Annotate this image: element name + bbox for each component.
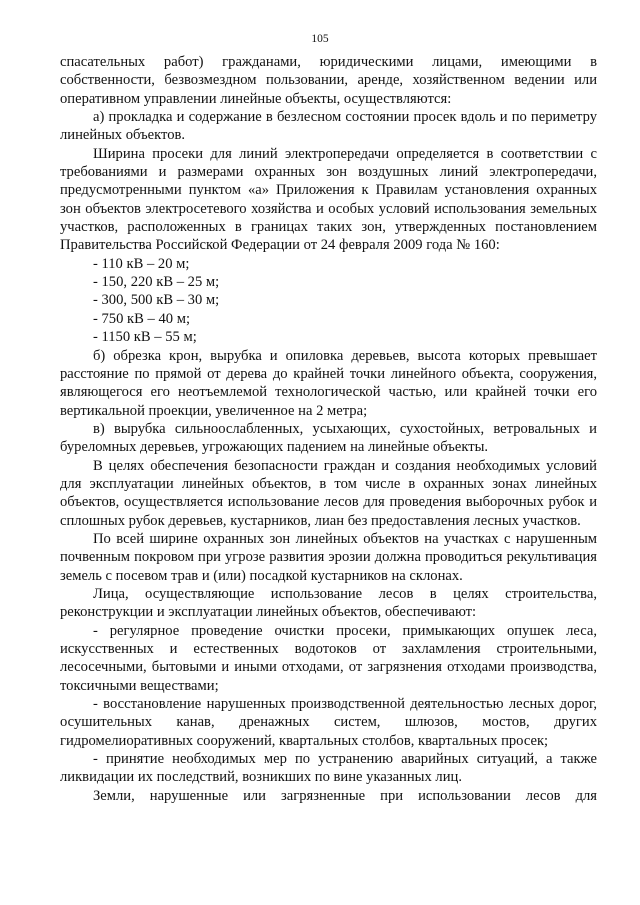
- paragraph-item-v: в) вырубка сильноослабленных, усыхающих, сухостойных, ветровальных и буреломных деревьев, угрожающих падением на линейные объекты.: [60, 420, 597, 456]
- obligation-restoration: - восстановление нарушенных производственной деятельностью лесных дорог, осушительных канав, дренажных систем, шлюзов, мостов, других гидромелиоративных сооружений, квартальных столбов, квартальных просек;: [60, 696, 597, 749]
- voltage-list-item: - 300, 500 кВ – 30 м;: [93, 292, 220, 309]
- paragraph-obligations: Лица, осуществляющие использование лесов в целях строительства, реконструкции и эксплуатации линейных объектов, обеспечивают:: [60, 585, 597, 621]
- page-number: 105: [311, 33, 329, 45]
- voltage-list-item: - 1150 кВ – 55 м;: [93, 329, 197, 346]
- voltage-list: [60, 255, 597, 347]
- paragraph-recultivation: По всей ширине охранных зон линейных объектов на участках с нарушенным почвенным покровом при угрозе развития эрозии должна проводиться рекультивация земель с посевом трав и (или) посадкой кустарников на склонах.: [60, 530, 597, 584]
- paragraph-item-b: б) обрезка крон, вырубка и опиловка деревьев, высота которых превышает расстояние по прямой от дерева до крайней точки линейного объекта, сооружения, являющегося его неотъемлемой технологической частью, или крайней точки его вертикальной проекции, увеличенное на 2 метра;: [60, 347, 597, 419]
- paragraph-lands: Земли, нарушенные или загрязненные при использовании лесов для: [93, 787, 597, 804]
- paragraph-intro: спасательных работ) гражданами, юридическими лицами, имеющими в собственности, безвозмездном пользовании, аренде, хозяйственном ведении или оперативном управлении линейные объекты, осуществляются:: [60, 54, 597, 107]
- obligation-cleaning: - регулярное проведение очистки просеки, примыкающих опушек леса, искусственных и естественных водотоков от захламления строительными, лесосечными, бытовыми и иными отходами, от загрязнения отходами производства, токсичными веществами;: [60, 622, 597, 694]
- voltage-list-item: - 750 кВ – 40 м;: [93, 310, 190, 327]
- voltage-list-item: - 150, 220 кВ – 25 м;: [93, 274, 220, 291]
- voltage-list-item: - 110 кВ – 20 м;: [93, 255, 190, 272]
- paragraph-safety: В целях обеспечения безопасности граждан и создания необходимых условий для эксплуатации линейных объектов, в том числе в охранных зонах линейных объектов, осуществляется использование лесов для проведения выборочных рубок и сплошных рубок деревьев, кустарников, лиан без предоставления лесных участков.: [60, 457, 597, 529]
- paragraph-clearing-width: Ширина просеки для линий электропередачи определяется в соответствии с требованиями и размерами охранных зон воздушных линий электропередачи, предусмотренными пунктом «а» Приложения к Правилам установления охранных зон объектов электросетевого хозяйства и особых условий использования земельных участков, расположенных в границах таких зон, утвержденных постановлением Правительства Российской Федерации от 24 февраля 2009 года № 160:: [60, 145, 597, 254]
- body-text: [60, 53, 597, 805]
- obligation-emergency: - принятие необходимых мер по устранению аварийных ситуаций, а также ликвидации их последствий, возникших по вине указанных лиц.: [60, 751, 597, 786]
- paragraph-item-a: а) прокладка и содержание в безлесном состоянии просек вдоль и по периметру линейных объектов.: [60, 109, 597, 144]
